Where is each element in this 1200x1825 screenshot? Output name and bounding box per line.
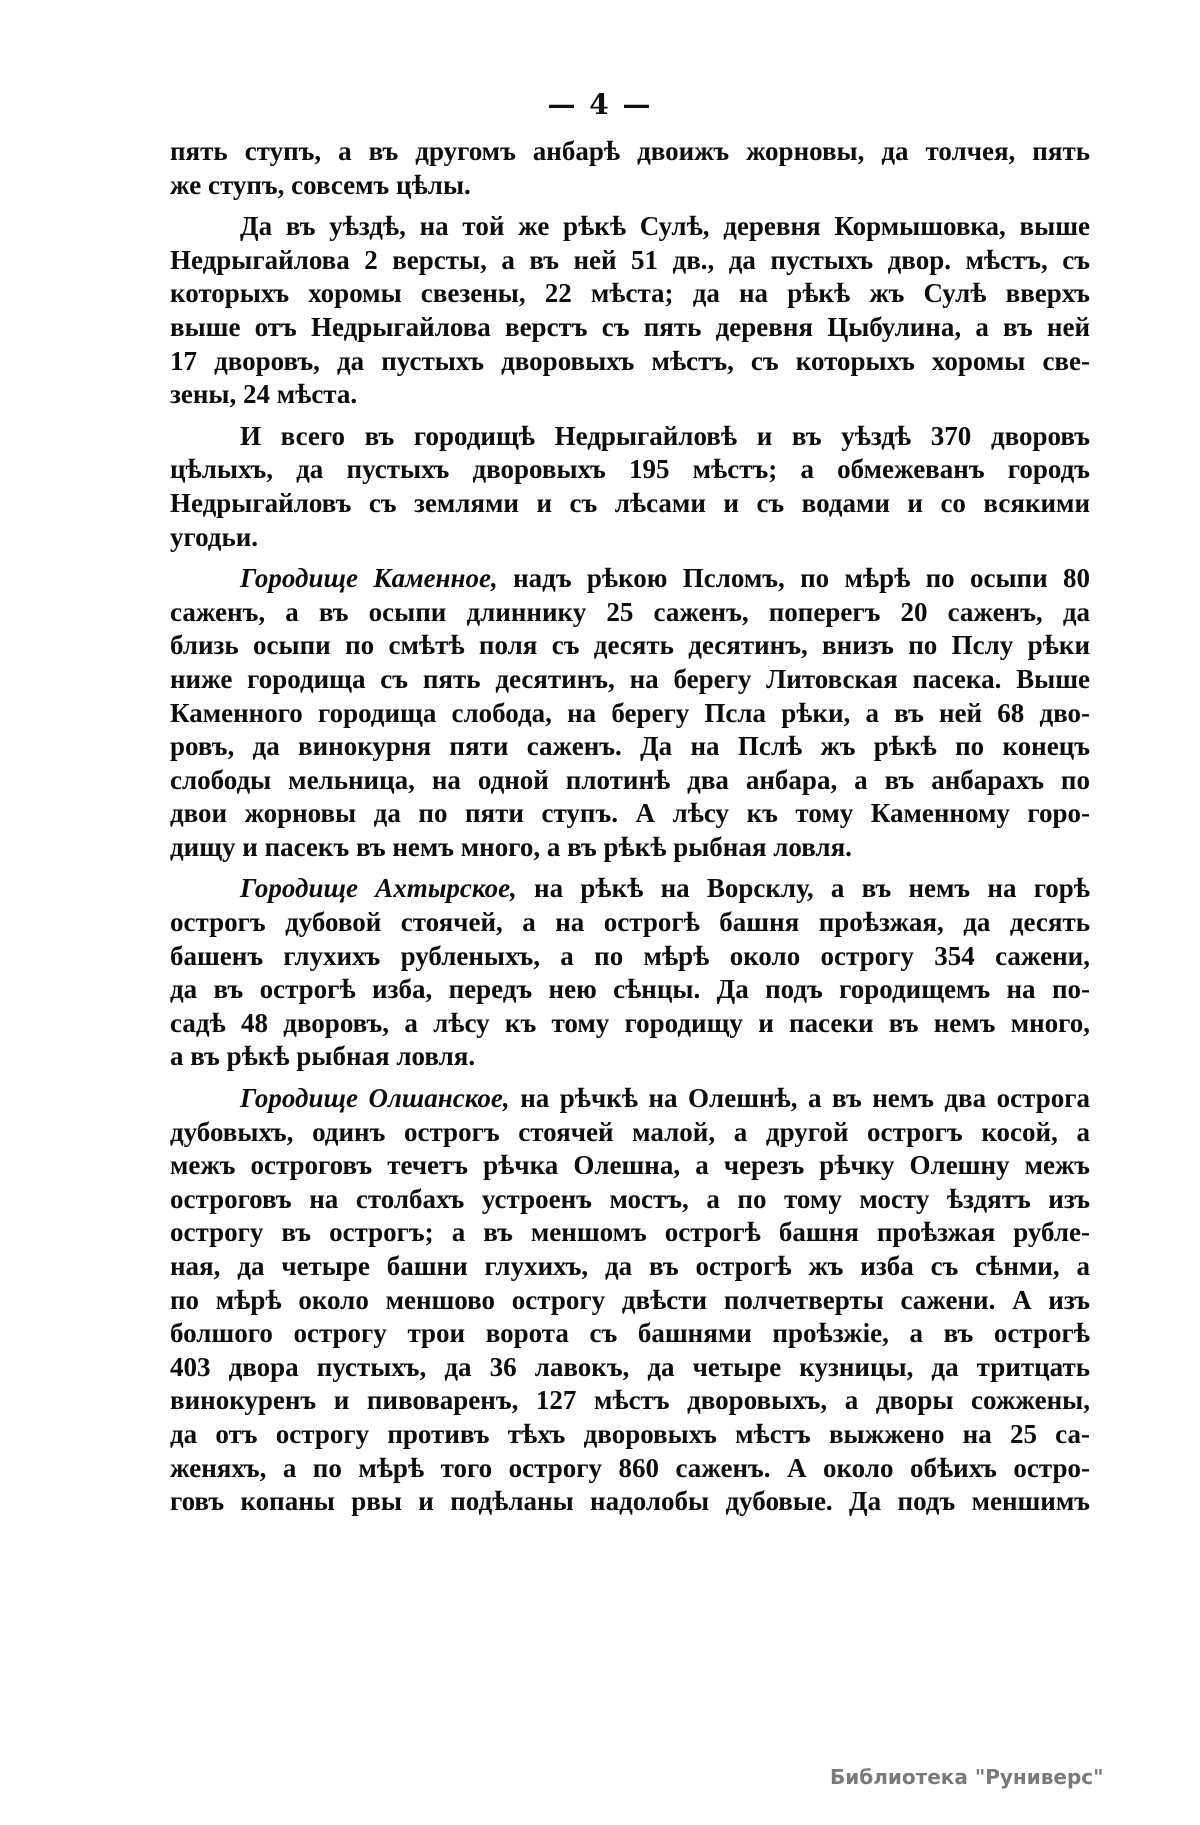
text-line: ная, да четыре башни глухихъ, да въ острогѣ жъ изба съ сѣнми, а	[170, 1251, 1090, 1281]
text-line: дищу и пасекъ въ немъ много, а въ рѣкѣ рыбная ловля.	[170, 831, 852, 862]
paragraph-akhtyrskoe	[170, 872, 1090, 1074]
text-line: межъ остроговъ течетъ рѣчка Олешна, а черезъ рѣчку Олешну межъ	[170, 1150, 1090, 1181]
text-span: на рѣкѣ на Ворсклу, а въ немъ на горѣ	[516, 873, 1091, 904]
text-line: же ступъ, совсемъ цѣлы.	[170, 169, 471, 200]
paragraph-olshanskoe	[170, 1082, 1090, 1519]
text-line: 17 дворовъ, да пустыхъ дворовыхъ мѣстъ, съ которыхъ хоромы све-	[170, 345, 1090, 376]
text-line: болшого острогу трои ворота съ башнями проѣзжіе, а въ острогѣ	[170, 1318, 1090, 1349]
text-line: дубовыхъ, одинъ острогъ стоячей малой, а другой острогъ косой, а	[170, 1116, 1090, 1147]
text-span: на рѣчкѣ на Олешнѣ, а въ немъ два острога	[509, 1083, 1090, 1114]
text-line: зены, 24 мѣста.	[170, 379, 358, 410]
text-line: винокуренъ и пивоваренъ, 127 мѣстъ дворовыхъ, а дворы сожжены,	[170, 1385, 1090, 1416]
body-text	[170, 135, 1090, 1519]
text-line: Недрыгайлова 2 версты, а въ ней 51 дв., да пустыхъ двор. мѣстъ, съ	[170, 244, 1090, 275]
text-line: остроговъ на столбахъ устроенъ мостъ, а по тому мосту ѣздятъ изъ	[170, 1183, 1090, 1214]
library-watermark: Библиотека "Руниверс"	[830, 1765, 1104, 1789]
text-line: говъ копаны рвы и подѣланы надолобы дубовые. Да подъ меншимъ	[170, 1486, 1090, 1517]
text-line: И всего въ городищѣ Недрыгайловѣ и въ уѣздѣ 370 дворовъ	[240, 420, 1090, 451]
text-span: надъ рѣкою Псломъ, по мѣрѣ по осыпи 80	[497, 563, 1090, 594]
text-line: а въ рѣкѣ рыбная ловля.	[170, 1041, 476, 1072]
text-line: саженъ, а въ осыпи длиннику 25 саженъ, поперегъ 20 саженъ, да	[170, 596, 1090, 627]
paragraph	[170, 135, 1090, 202]
text-line: двои жорновы да по пяти ступъ. А лѣсу къ тому Каменному горо-	[170, 798, 1090, 829]
paragraph-kamennoe	[170, 562, 1090, 864]
text-line: ниже городища съ пять десятинъ, на берегу Литовская пасека. Выше	[170, 663, 1090, 694]
text-line: по мѣрѣ около меншово острогу двѣсти полчетверты сажени. А изъ	[170, 1284, 1090, 1315]
text-line: острогъ дубовой стоячей, а на острогѣ башня проѣзжая, да десять	[170, 907, 1090, 938]
text-line: слободы мельница, на одной плотинѣ два анбара, а въ анбарахъ по	[170, 764, 1090, 795]
text-line: Да въ уѣздѣ, на той же рѣкѣ Сулѣ, деревня Кормышовка, выше	[240, 211, 1090, 242]
text-line: острогу въ острогъ; а въ меншомъ острогѣ башня проѣзжая рубле-	[170, 1217, 1090, 1248]
text-line: цѣлыхъ, да пустыхъ дворовыхъ 195 мѣстъ; а обмежеванъ городъ	[170, 454, 1090, 485]
paragraph	[170, 420, 1090, 554]
text-line: женяхъ, а по мѣрѣ того острогу 860 саженъ. А около обѣихъ остро-	[170, 1452, 1090, 1483]
section-heading: Городище Олшанское,	[240, 1083, 510, 1114]
text-line: 403 двора пустыхъ, да 36 лавокъ, да четыре кузницы, да тритцать	[170, 1351, 1090, 1382]
text-line: угодьи.	[170, 521, 259, 552]
text-line: Недрыгайловъ съ землями и съ лѣсами и съ водами и со всякими	[170, 487, 1090, 518]
text-line: пять ступъ, а въ другомъ анбарѣ двоижъ жорновы, да толчея, пять	[170, 136, 1090, 166]
text-line	[170, 562, 1090, 596]
text-line: близь осыпи по смѣтѣ поля съ десять десятинъ, внизъ по Пслу рѣки	[170, 630, 1090, 661]
text-line	[170, 1082, 1090, 1116]
text-line: башенъ глухихъ рубленыхъ, а по мѣрѣ около острогу 354 сажени,	[170, 940, 1090, 971]
text-line	[170, 872, 1090, 906]
section-heading: Городище Ахтырское,	[240, 873, 517, 904]
text-line: которыхъ хоромы свезены, 22 мѣста; да на рѣкѣ жъ Сулѣ вверхъ	[170, 278, 1090, 309]
text-line: Каменного городища слобода, на берегу Псла рѣки, а въ ней 68 дво-	[170, 697, 1090, 728]
text-line: ровъ, да винокурня пяти саженъ. Да на Пслѣ жъ рѣкѣ по конецъ	[170, 731, 1090, 762]
text-line: садѣ 48 дворовъ, а лѣсу къ тому городищу и пасеки въ немъ много,	[170, 1007, 1090, 1038]
paragraph	[170, 210, 1090, 412]
text-line: выше отъ Недрыгайлова верстъ съ пять деревня Цыбулина, а въ ней	[170, 311, 1090, 342]
text-line: да отъ острогу противъ тѣхъ дворовыхъ мѣстъ выжжено на 25 са-	[170, 1418, 1090, 1449]
text-line: да въ острогѣ изба, передъ нею сѣнцы. Да подъ городищемъ на по-	[170, 974, 1090, 1005]
section-heading: Городище Каменное,	[240, 563, 498, 594]
page-number: — 4 —	[547, 88, 653, 121]
